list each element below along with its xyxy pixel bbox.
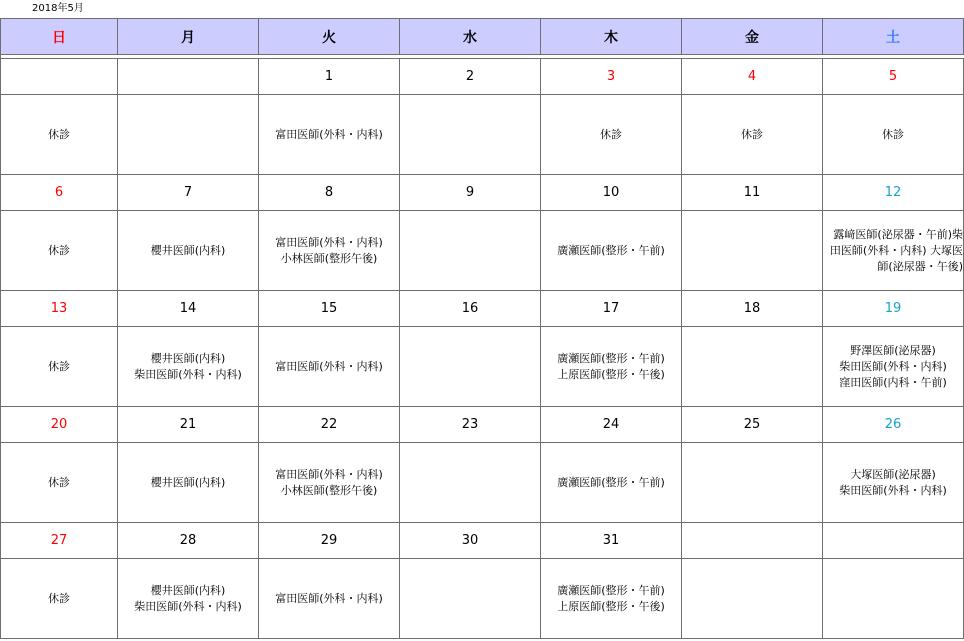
week-note-row bbox=[1, 443, 964, 523]
week-note-row bbox=[1, 211, 964, 291]
doctor-schedule-note bbox=[400, 443, 541, 523]
doctor-schedule-note: 富田医師(外科・内科) 小林医師(整形午後) bbox=[259, 211, 400, 291]
day-number: 13 bbox=[1, 291, 118, 327]
doctor-schedule-note bbox=[682, 443, 823, 523]
weekday-header: 木 bbox=[541, 19, 682, 55]
doctor-schedule-note: 休診 bbox=[541, 95, 682, 175]
week-day-row bbox=[1, 407, 964, 443]
day-number: 23 bbox=[400, 407, 541, 443]
day-number: 3 bbox=[541, 59, 682, 95]
doctor-schedule-note: 休診 bbox=[1, 443, 118, 523]
calendar-body bbox=[1, 55, 964, 639]
week-day-row bbox=[1, 59, 964, 95]
week-note-row bbox=[1, 95, 964, 175]
day-number: 26 bbox=[823, 407, 964, 443]
doctor-schedule-note: 櫻井医師(内科) 柴田医師(外科・内科) bbox=[118, 327, 259, 407]
doctor-schedule-note bbox=[682, 327, 823, 407]
day-number: 6 bbox=[1, 175, 118, 211]
doctor-schedule-note bbox=[682, 211, 823, 291]
day-number bbox=[118, 59, 259, 95]
day-number: 19 bbox=[823, 291, 964, 327]
day-number: 31 bbox=[541, 523, 682, 559]
doctor-schedule-note: 休診 bbox=[1, 211, 118, 291]
day-number: 11 bbox=[682, 175, 823, 211]
weekday-header-row bbox=[1, 19, 964, 55]
day-number: 7 bbox=[118, 175, 259, 211]
day-number: 12 bbox=[823, 175, 964, 211]
day-number: 5 bbox=[823, 59, 964, 95]
day-number: 2 bbox=[400, 59, 541, 95]
day-number: 22 bbox=[259, 407, 400, 443]
calendar-table bbox=[0, 18, 964, 639]
doctor-schedule-note bbox=[682, 559, 823, 639]
doctor-schedule-note: 富田医師(外科・内科) 小林医師(整形午後) bbox=[259, 443, 400, 523]
day-number: 4 bbox=[682, 59, 823, 95]
day-number: 15 bbox=[259, 291, 400, 327]
day-number: 10 bbox=[541, 175, 682, 211]
week-day-row bbox=[1, 291, 964, 327]
doctor-schedule-note: 廣瀬医師(整形・午前) bbox=[541, 211, 682, 291]
day-number: 18 bbox=[682, 291, 823, 327]
day-number: 1 bbox=[259, 59, 400, 95]
day-number: 20 bbox=[1, 407, 118, 443]
day-number: 24 bbox=[541, 407, 682, 443]
day-number: 8 bbox=[259, 175, 400, 211]
doctor-schedule-note: 休診 bbox=[1, 95, 118, 175]
doctor-schedule-note bbox=[118, 95, 259, 175]
day-number: 9 bbox=[400, 175, 541, 211]
doctor-schedule-note: 休診 bbox=[823, 95, 964, 175]
doctor-schedule-note bbox=[823, 559, 964, 639]
doctor-schedule-note bbox=[400, 211, 541, 291]
doctor-schedule-note: 露﨑医師(泌尿器・午前)柴田医師(外科・内科) 大塚医師(泌尿器・午後) bbox=[823, 211, 964, 291]
doctor-schedule-note bbox=[400, 559, 541, 639]
day-number: 25 bbox=[682, 407, 823, 443]
doctor-schedule-note: 大塚医師(泌尿器) 柴田医師(外科・内科) bbox=[823, 443, 964, 523]
day-number bbox=[1, 59, 118, 95]
doctor-schedule-note bbox=[400, 327, 541, 407]
day-number: 27 bbox=[1, 523, 118, 559]
doctor-schedule-note: 櫻井医師(内科) 柴田医師(外科・内科) bbox=[118, 559, 259, 639]
day-number: 16 bbox=[400, 291, 541, 327]
doctor-schedule-note: 富田医師(外科・内科) bbox=[259, 95, 400, 175]
doctor-schedule-note: 富田医師(外科・内科) bbox=[259, 559, 400, 639]
doctor-schedule-note: 櫻井医師(内科) bbox=[118, 443, 259, 523]
week-day-row bbox=[1, 175, 964, 211]
day-number bbox=[823, 523, 964, 559]
week-note-row bbox=[1, 559, 964, 639]
doctor-schedule-note: 休診 bbox=[1, 327, 118, 407]
day-number: 29 bbox=[259, 523, 400, 559]
doctor-schedule-note: 櫻井医師(内科) bbox=[118, 211, 259, 291]
weekday-header: 水 bbox=[400, 19, 541, 55]
weekday-header: 日 bbox=[1, 19, 118, 55]
doctor-schedule-note: 休診 bbox=[682, 95, 823, 175]
weekday-header: 土 bbox=[823, 19, 964, 55]
calendar-caption: 2018年5月 bbox=[32, 3, 84, 14]
day-number: 21 bbox=[118, 407, 259, 443]
week-day-row bbox=[1, 523, 964, 559]
doctor-schedule-note: 廣瀬医師(整形・午前) 上原医師(整形・午後) bbox=[541, 327, 682, 407]
weekday-header: 月 bbox=[118, 19, 259, 55]
doctor-schedule-note: 休診 bbox=[1, 559, 118, 639]
day-number: 14 bbox=[118, 291, 259, 327]
doctor-schedule-note: 野澤医師(泌尿器) 柴田医師(外科・内科) 窪田医師(内科・午前) bbox=[823, 327, 964, 407]
doctor-schedule-note: 廣瀬医師(整形・午前) bbox=[541, 443, 682, 523]
doctor-schedule-note bbox=[400, 95, 541, 175]
day-number: 28 bbox=[118, 523, 259, 559]
day-number: 30 bbox=[400, 523, 541, 559]
weekday-header: 金 bbox=[682, 19, 823, 55]
week-note-row bbox=[1, 327, 964, 407]
weekday-header: 火 bbox=[259, 19, 400, 55]
doctor-schedule-note: 富田医師(外科・内科) bbox=[259, 327, 400, 407]
day-number bbox=[682, 523, 823, 559]
day-number: 17 bbox=[541, 291, 682, 327]
doctor-schedule-note: 廣瀬医師(整形・午前) 上原医師(整形・午後) bbox=[541, 559, 682, 639]
